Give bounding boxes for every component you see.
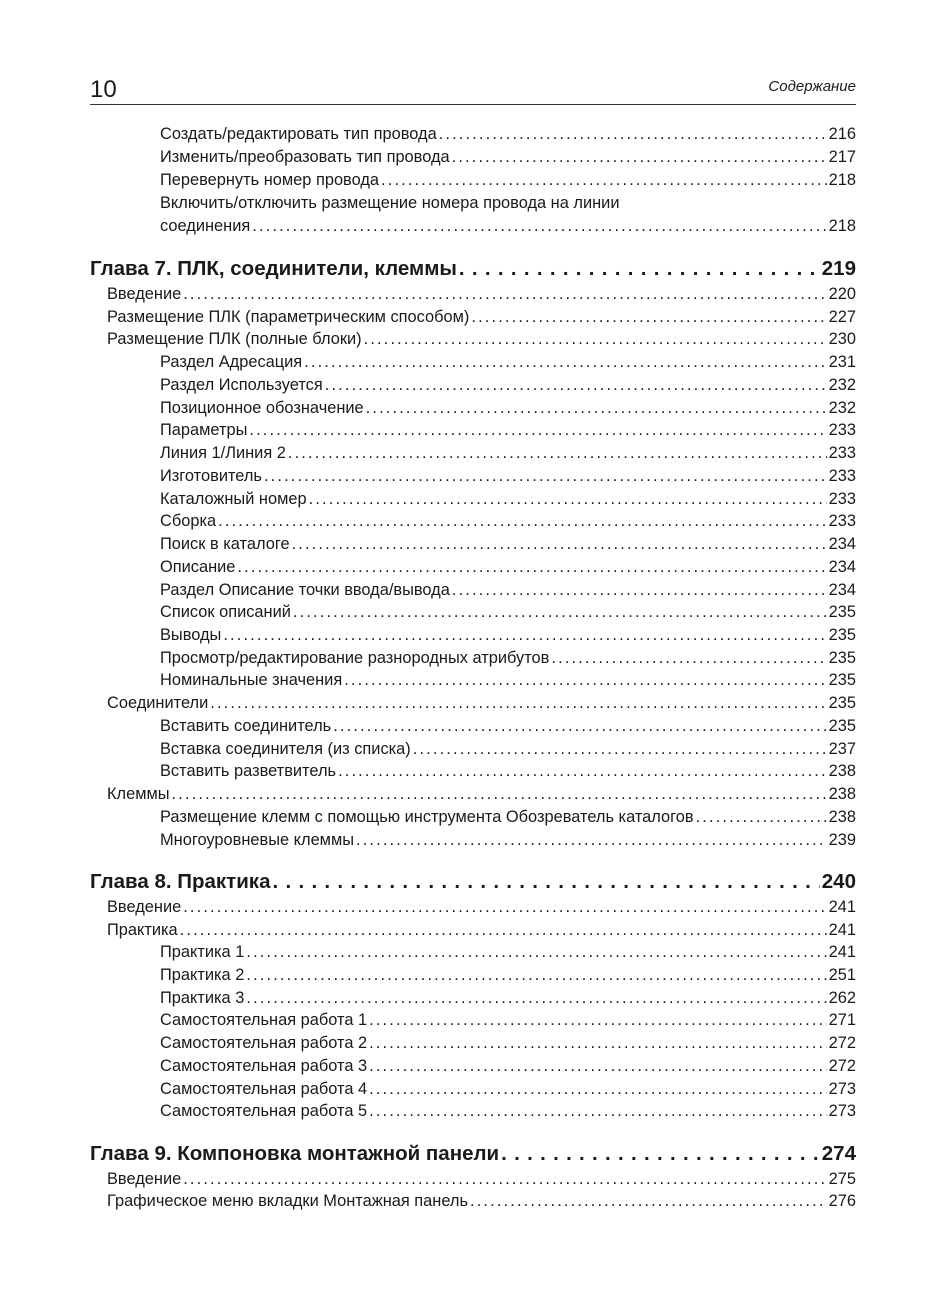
toc-entry[interactable]: [160, 669, 856, 691]
toc-entry[interactable]: [160, 465, 856, 487]
toc-entry-page: 234: [828, 581, 856, 599]
toc-entry[interactable]: [160, 123, 856, 145]
toc-entry-title: Соединители: [107, 694, 209, 712]
toc-entry-title: Просмотр/редактирование разнородных атрибутов: [160, 649, 550, 667]
toc-entry-page: 251: [828, 966, 856, 984]
dot-leader: [470, 1190, 827, 1212]
dot-leader: [288, 442, 827, 464]
toc-entry-page: 238: [828, 762, 856, 780]
toc-entry[interactable]: [107, 306, 856, 328]
toc-entry-page: 232: [828, 376, 856, 394]
dot-leader: [366, 397, 827, 419]
toc-entry-page: 235: [828, 649, 856, 667]
toc-entry[interactable]: [160, 964, 856, 986]
toc-entry-title: Самостоятельная работа 5: [160, 1102, 368, 1120]
toc-entry-page: 218: [828, 217, 856, 235]
toc-entry-title: Линия 1/Линия 2: [160, 444, 286, 462]
toc-entry[interactable]: [160, 510, 856, 532]
dot-leader: [183, 896, 826, 918]
toc-entry-title: Самостоятельная работа 2: [160, 1034, 368, 1052]
dot-leader: [309, 488, 827, 510]
toc-entry[interactable]: [160, 806, 856, 828]
toc-entry-title: Введение: [107, 1170, 182, 1188]
toc-entry[interactable]: [160, 215, 856, 237]
dot-leader: [246, 964, 826, 986]
toc-entry-title: соединения: [160, 217, 251, 235]
dot-leader: [249, 419, 826, 441]
toc-entry-title: Самостоятельная работа 3: [160, 1057, 368, 1075]
toc-entry[interactable]: [160, 1032, 856, 1054]
dot-leader: [413, 738, 827, 760]
chapter-title: Глава 8. Практика: [90, 870, 271, 893]
toc-entry-page: 235: [828, 694, 856, 712]
toc-entry-title: Многоуровневые клеммы: [160, 831, 354, 849]
chapter-page: 240: [821, 870, 856, 893]
toc-entry[interactable]: [160, 397, 856, 419]
toc-entry-title: Описание: [160, 558, 236, 576]
toc-entry-page: 234: [828, 558, 856, 576]
toc-entry-page: 233: [828, 421, 856, 439]
toc-entry-page: 233: [828, 490, 856, 508]
toc-entry-title-line1: Включить/отключить размещение номера провода на линии: [160, 194, 620, 212]
toc-entry-title: Размещение клемм с помощью инструмента Обозреватель каталогов: [160, 808, 694, 826]
toc-entry-page: 235: [828, 671, 856, 689]
dot-leader: [452, 146, 827, 168]
dot-leader: [338, 760, 827, 782]
toc-entry-page: 220: [828, 285, 856, 303]
toc-entry-title: Раздел Используется: [160, 376, 323, 394]
dot-leader: [471, 306, 826, 328]
toc-entry-page: 275: [828, 1170, 856, 1188]
toc-entry-page: 227: [828, 308, 856, 326]
toc-entry-page: 272: [828, 1034, 856, 1052]
toc-entry[interactable]: [160, 351, 856, 373]
dot-leader: [223, 624, 826, 646]
dot-leader: [210, 692, 826, 714]
toc-entry-page: 238: [828, 808, 856, 826]
dot-leader: [304, 351, 826, 373]
toc-entry-page: 233: [828, 467, 856, 485]
toc-entry-title: Введение: [107, 285, 182, 303]
chapter-title: Глава 7. ПЛК, соединители, клеммы: [90, 257, 457, 280]
toc-entry[interactable]: [160, 1078, 856, 1100]
dot-leader: [369, 1032, 827, 1054]
dot-leader: [218, 510, 827, 532]
toc-entry-page: 233: [828, 444, 856, 462]
toc-entry[interactable]: [107, 919, 856, 941]
toc-entry-page: 276: [828, 1192, 856, 1210]
toc-entry-title: Введение: [107, 898, 182, 916]
dot-leader: [292, 533, 827, 555]
toc-entry[interactable]: [160, 556, 856, 578]
dot-leader: [264, 465, 827, 487]
dot-leader: [459, 256, 820, 282]
toc-entry-title: Практика: [107, 921, 178, 939]
toc-entry[interactable]: [160, 1100, 856, 1122]
chapter-heading[interactable]: [90, 1141, 856, 1167]
chapter-page: 274: [821, 1142, 856, 1165]
toc-entry[interactable]: [160, 829, 856, 851]
dot-leader: [183, 283, 826, 305]
toc-entry-page: 238: [828, 785, 856, 803]
toc-entry-page: 235: [828, 626, 856, 644]
toc-entry-title: Самостоятельная работа 4: [160, 1080, 368, 1098]
toc-entry-page: 241: [828, 898, 856, 916]
toc-entry-title: Сборка: [160, 512, 217, 530]
toc-entry-title: Размещение ПЛК (параметрическим способом): [107, 308, 470, 326]
running-head: Содержание: [768, 78, 856, 95]
toc-entry-page: 235: [828, 603, 856, 621]
dot-leader: [696, 806, 827, 828]
dot-leader: [272, 869, 819, 895]
toc-entry[interactable]: [160, 1009, 856, 1031]
dot-leader: [252, 215, 826, 237]
toc-entry-page: 234: [828, 535, 856, 553]
dot-leader: [183, 1168, 826, 1190]
toc-entry[interactable]: [160, 169, 856, 191]
dot-leader: [501, 1141, 820, 1167]
toc-entry-title: Практика 1: [160, 943, 245, 961]
dot-leader: [369, 1078, 827, 1100]
toc-entry-page: 231: [828, 353, 856, 371]
toc-entry-page: 241: [828, 921, 856, 939]
toc-entry[interactable]: [160, 146, 856, 168]
toc-entry[interactable]: [160, 738, 856, 760]
toc-entry-title: Графическое меню вкладки Монтажная панель: [107, 1192, 469, 1210]
toc-entry[interactable]: [160, 987, 856, 1009]
toc-entry-page: 273: [828, 1080, 856, 1098]
toc-entry-title: Поиск в каталоге: [160, 535, 290, 553]
page-header: [90, 74, 856, 105]
toc-entry-title: Вставить соединитель: [160, 717, 332, 735]
toc-entry[interactable]: [107, 692, 856, 714]
toc-entry-title: Раздел Адресация: [160, 353, 303, 371]
toc-entry-title: Размещение ПЛК (полные блоки): [107, 330, 362, 348]
dot-leader: [237, 556, 826, 578]
chapter-title: Глава 9. Компоновка монтажной панели: [90, 1142, 500, 1165]
chapter-page: 219: [821, 257, 856, 280]
toc-entry-page: 216: [828, 125, 856, 143]
toc-entry-page: 232: [828, 399, 856, 417]
toc-entry-page: 233: [828, 512, 856, 530]
toc-entry[interactable]: [160, 533, 856, 555]
dot-leader: [344, 669, 826, 691]
toc-entry-title: Самостоятельная работа 1: [160, 1011, 368, 1029]
toc-entry-title: Изменить/преобразовать тип провода: [160, 148, 450, 166]
chapter-heading[interactable]: [90, 869, 856, 895]
toc-entry[interactable]: [160, 715, 856, 737]
toc-entry[interactable]: [160, 374, 856, 396]
toc-entry[interactable]: [107, 783, 856, 805]
toc-entry-title: Клеммы: [107, 785, 170, 803]
toc-entry-page: 272: [828, 1057, 856, 1075]
chapter-heading[interactable]: [90, 256, 856, 282]
dot-leader: [180, 919, 827, 941]
toc-entry-page: 241: [828, 943, 856, 961]
toc-entry[interactable]: [160, 941, 856, 963]
dot-leader: [369, 1055, 827, 1077]
toc-entry-title: Вставка соединителя (из списка): [160, 740, 411, 758]
dot-leader: [172, 783, 827, 805]
toc-entry-title: Перевернуть номер провода: [160, 171, 380, 189]
toc-entry-page: 237: [828, 740, 856, 758]
toc-entry[interactable]: [160, 488, 856, 510]
dot-leader: [356, 829, 827, 851]
toc-entry-page: 230: [828, 330, 856, 348]
toc-entry-title: Каталожный номер: [160, 490, 307, 508]
toc-entry-page: 262: [828, 989, 856, 1007]
toc-entry[interactable]: [107, 896, 856, 918]
dot-leader: [452, 579, 827, 601]
toc-entry-page: 218: [828, 171, 856, 189]
toc-entry-title: Параметры: [160, 421, 248, 439]
toc-entry[interactable]: [160, 442, 856, 464]
toc-entry-title: Вставить разветвитель: [160, 762, 337, 780]
dot-leader: [325, 374, 827, 396]
toc-entry-title: Позиционное обозначение: [160, 399, 364, 417]
toc-entry-page: 271: [828, 1011, 856, 1029]
toc-entry-title: Создать/редактировать тип провода: [160, 125, 437, 143]
dot-leader: [333, 715, 826, 737]
toc-entry[interactable]: [160, 419, 856, 441]
toc-entry-title: Список описаний: [160, 603, 291, 621]
toc-entry[interactable]: [107, 1168, 856, 1190]
dot-leader: [381, 169, 827, 191]
dot-leader: [439, 123, 827, 145]
toc-entry[interactable]: [107, 283, 856, 305]
toc-entry-page: 235: [828, 717, 856, 735]
toc-entry[interactable]: [107, 1190, 856, 1212]
dot-leader: [551, 647, 826, 669]
toc-entry[interactable]: [160, 624, 856, 646]
page-number: 10: [90, 76, 117, 103]
toc-entry[interactable]: [160, 760, 856, 782]
dot-leader: [369, 1100, 827, 1122]
toc-entry[interactable]: [160, 579, 856, 601]
dot-leader: [364, 328, 827, 350]
toc-entry-page: 239: [828, 831, 856, 849]
toc-entry-title: Выводы: [160, 626, 222, 644]
toc-entry-title: Номинальные значения: [160, 671, 343, 689]
toc-entry[interactable]: [160, 601, 856, 623]
dot-leader: [293, 601, 827, 623]
toc-entry-page: 217: [828, 148, 856, 166]
toc-entry-title: Изготовитель: [160, 467, 262, 485]
toc-entry-title: Раздел Описание точки ввода/вывода: [160, 581, 450, 599]
dot-leader: [246, 987, 826, 1009]
toc-entry[interactable]: [107, 328, 856, 350]
toc-entry-title: Практика 3: [160, 989, 245, 1007]
dot-leader: [246, 941, 826, 963]
toc-entry-page: 273: [828, 1102, 856, 1120]
toc-entry[interactable]: [160, 647, 856, 669]
toc-entry[interactable]: [160, 1055, 856, 1077]
toc-entry-title: Практика 2: [160, 966, 245, 984]
dot-leader: [369, 1009, 827, 1031]
